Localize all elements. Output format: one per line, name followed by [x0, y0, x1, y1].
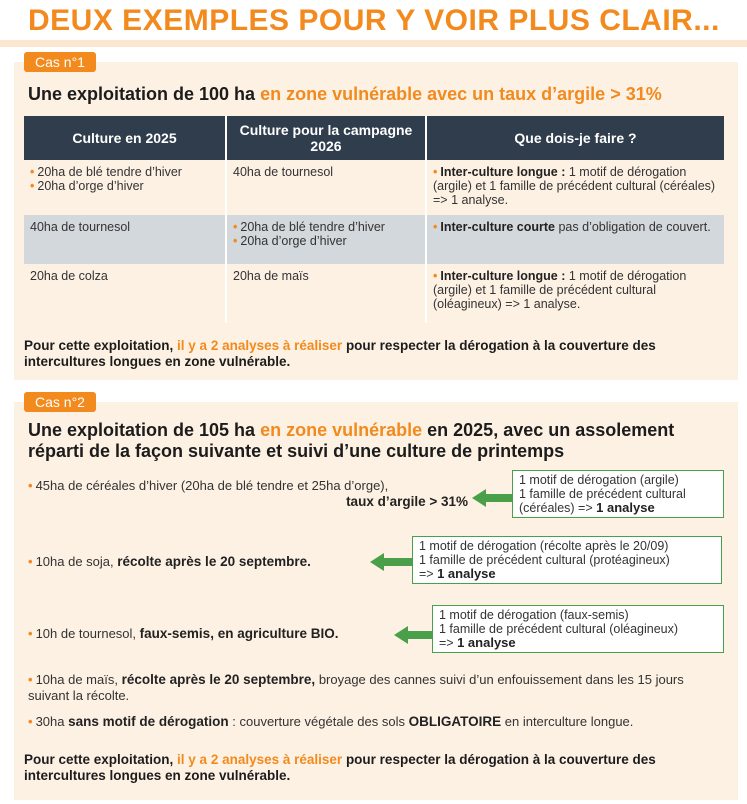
table-header: Culture pour la campagne 2026 [226, 116, 426, 160]
list-item: • 30ha sans motif de dérogation : couverture végétale des sols OBLIGATOIRE en interculture longue. [28, 714, 634, 729]
table-cell: • 20ha de blé tendre d’hiver • 20ha d’orge d’hiver [24, 160, 226, 215]
list-item: • 10ha de maïs, récolte après le 20 septembre, broyage des cannes suivi d’un enfouissement dans les 15 jours suivant la récolte. [28, 672, 684, 703]
table-cell: 40ha de tournesol [24, 215, 226, 264]
table-cell: 40ha de tournesol [226, 160, 426, 215]
info-box: 1 motif de dérogation (faux-semis) 1 famille de précédent cultural (oléagineux) => 1 analyse [432, 605, 724, 653]
table-cell: 20ha de maïs [226, 264, 426, 323]
table-header: Que dois-je faire ? [426, 116, 724, 160]
list-item: • 10h de tournesol, faux-semis, en agriculture BIO. [28, 626, 339, 641]
table-row [24, 160, 724, 215]
case-2-conclusion: Pour cette exploitation, il y a 2 analyses à réaliser pour respecter la dérogation à la couverture des intercultures longues en zone vulnérable. [24, 752, 656, 783]
list-item: • 10ha de soja, récolte après le 20 septembre. [28, 554, 311, 569]
case-2-heading: Une exploitation de 105 ha en zone vulnérable en 2025, avec un assolement réparti de la façon suivante et suivi d’une culture de printemps [28, 420, 675, 461]
bullet-icon: • [28, 554, 33, 569]
list-item: • 45ha de céréales d’hiver (20ha de blé tendre et 25ha d’orge), taux d’argile > 31% [28, 478, 468, 509]
case-1-panel [14, 54, 738, 380]
bullet-icon: • [28, 714, 33, 729]
table-row [24, 215, 724, 264]
bullet-icon: • [28, 626, 33, 641]
case-1-conclusion: Pour cette exploitation, il y a 2 analyses à réaliser pour respecter la dérogation à la couverture des intercultures longues en zone vulnérable. [24, 338, 656, 369]
case-1-table [24, 116, 724, 323]
bullet-icon: • [30, 179, 35, 193]
title-underline [0, 40, 747, 47]
case-1-tab: Cas n°1 [24, 52, 96, 72]
case-1-heading: Une exploitation de 100 ha en zone vulnérable avec un taux d’argile > 31% [28, 84, 662, 104]
bullet-icon: • [433, 165, 438, 179]
table-header: Culture en 2025 [24, 116, 226, 160]
bullet-icon: • [233, 220, 238, 234]
info-box: 1 motif de dérogation (récolte après le 20/09) 1 famille de précédent cultural (protéagineux) => 1 analyse [412, 536, 722, 584]
bullet-icon: • [30, 165, 35, 179]
bullet-icon: • [28, 478, 33, 493]
bullet-icon: • [433, 269, 438, 283]
bullet-icon: • [433, 220, 438, 234]
table-cell: • 20ha de blé tendre d’hiver • 20ha d’orge d’hiver [226, 215, 426, 264]
bullet-icon: • [28, 672, 33, 687]
table-cell: 20ha de colza [24, 264, 226, 323]
arrow-left-icon [370, 552, 418, 572]
page-title: DEUX EXEMPLES POUR Y VOIR PLUS CLAIR... [28, 4, 720, 37]
case-2-tab: Cas n°2 [24, 392, 96, 412]
table-cell: • Inter-culture longue : 1 motif de dérogation (argile) et 1 famille de précédent cultural (oléagineux) => 1 analyse. [426, 264, 724, 323]
table-cell: • Inter-culture courte pas d’obligation de couvert. [426, 215, 724, 264]
case-2-panel [14, 394, 738, 800]
table-cell: • Inter-culture longue : 1 motif de dérogation (argile) et 1 famille de précédent cultural (céréales) => 1 analyse. [426, 160, 724, 215]
bullet-icon: • [233, 234, 238, 248]
table-row [24, 264, 724, 323]
info-box: 1 motif de dérogation (argile) 1 famille de précédent cultural (céréales) => 1 analyse [512, 470, 724, 518]
